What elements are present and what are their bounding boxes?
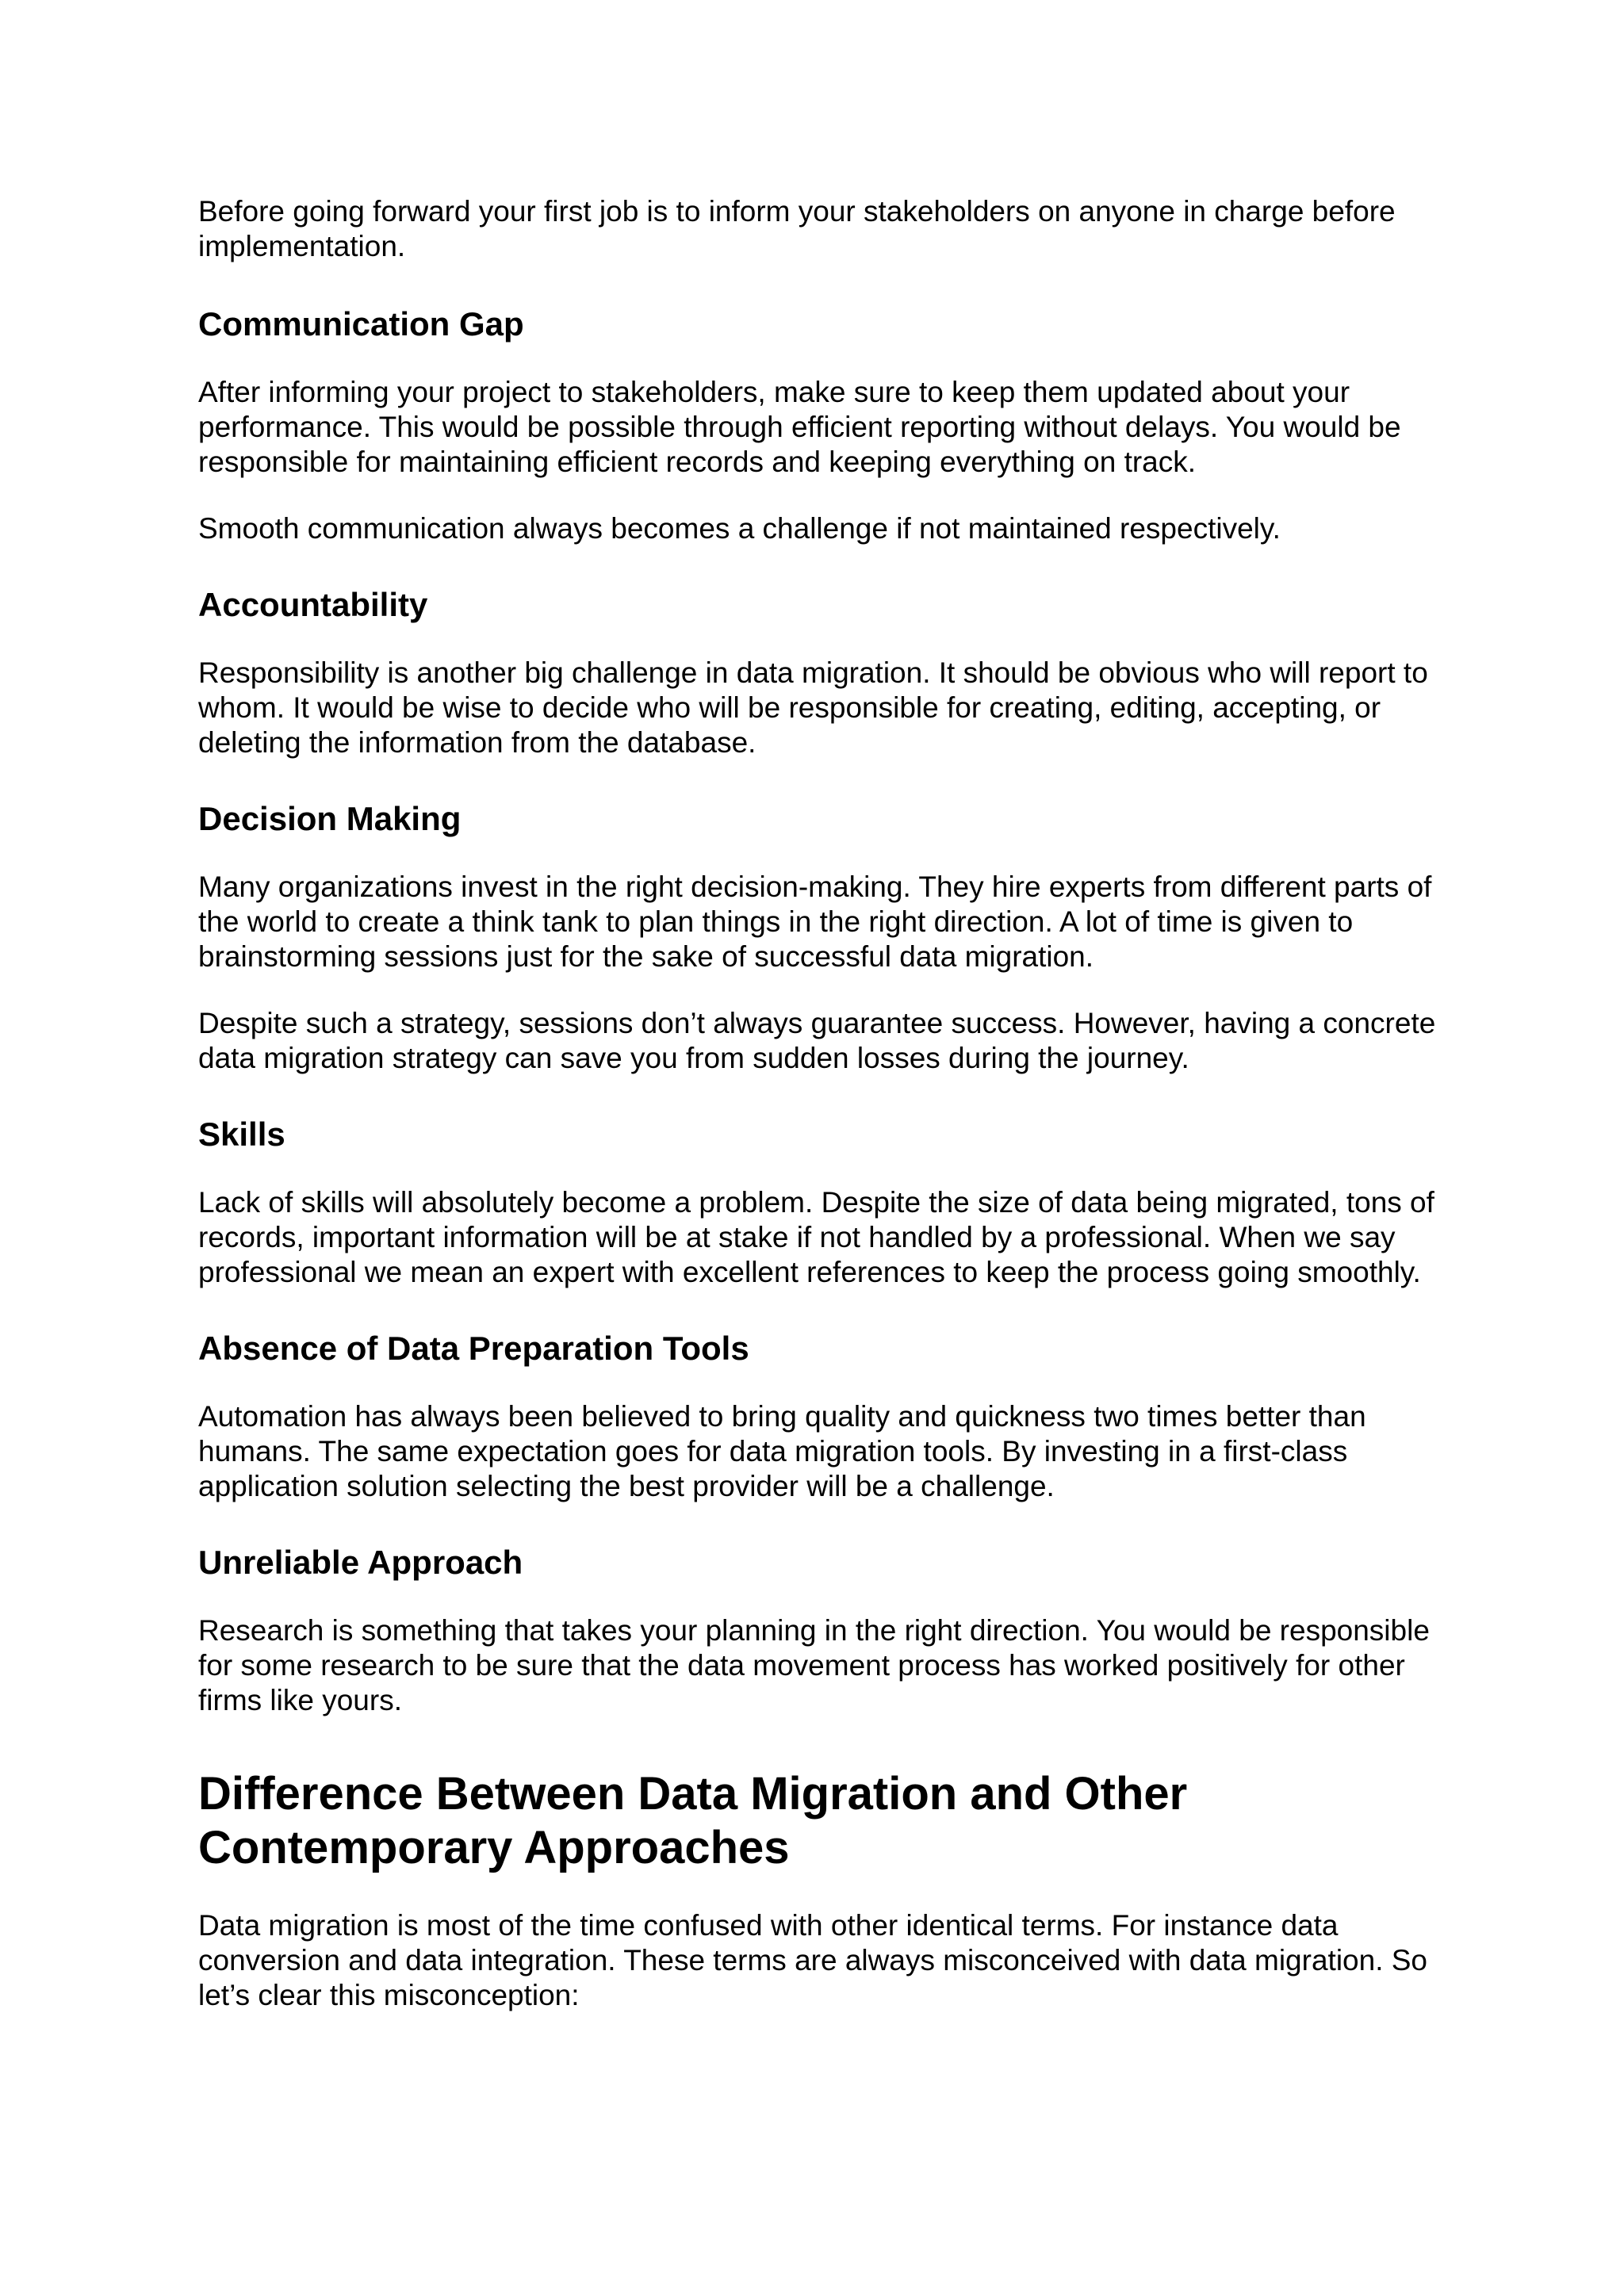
heading-accountability: Accountability xyxy=(198,586,428,623)
decision-making-paragraph-1: Many organizations invest in the right decision-making. They hire experts from different parts of the world to create a think tank to plan things in the right direction. A lot of time is given to brainstorming sessions just for the sake of successful data migration. xyxy=(198,871,1432,973)
decision-making-paragraph-2: Despite such a strategy, sessions don’t always guarantee success. However, having a concrete data migration strategy can save you from sudden losses during the journey. xyxy=(198,1007,1436,1074)
communication-gap-paragraph-1: After informing your project to stakeholders, make sure to keep them updated about your performance. This would be possible through efficient reporting without delays. You would be responsible for maintaining efficient records and keeping everything on track. xyxy=(198,376,1401,478)
intro-paragraph: Before going forward your first job is to inform your stakeholders on anyone in charge before implementation. xyxy=(198,195,1396,262)
difference-paragraph: Data migration is most of the time confused with other identical terms. For instance data conversion and data integration. These terms are always misconceived with data migration. So let’s clear this misconception: xyxy=(198,1909,1428,2011)
accountability-paragraph: Responsibility is another big challenge in data migration. It should be obvious who will report to whom. It would be wise to decide who will be responsible for creating, editing, accepting, or deleting the information from the database. xyxy=(198,656,1428,759)
heading-data-preparation-tools: Absence of Data Preparation Tools xyxy=(198,1330,749,1367)
skills-paragraph: Lack of skills will absolutely become a problem. Despite the size of data being migrated, tons of records, important information will be at stake if not handled by a professional. When we say professional we mean an expert with excellent references to keep the process going smoothly. xyxy=(198,1186,1434,1288)
heading-communication-gap: Communication Gap xyxy=(198,305,524,342)
heading-decision-making: Decision Making xyxy=(198,800,462,837)
data-preparation-tools-paragraph: Automation has always been believed to bring quality and quickness two times better than humans. The same expectation goes for data migration tools. By investing in a first-class application solution selecting the best provider will be a challenge. xyxy=(198,1400,1366,1502)
unreliable-approach-paragraph: Research is something that takes your planning in the right direction. You would be responsible for some research to be sure that the data movement process has worked positively for other firms like yours. xyxy=(198,1614,1430,1716)
heading-difference: Difference Between Data Migration and Other Contemporary Approaches xyxy=(198,1768,1188,1873)
heading-unreliable-approach: Unreliable Approach xyxy=(198,1544,523,1581)
heading-skills: Skills xyxy=(198,1115,285,1153)
document-page xyxy=(198,194,1451,2045)
communication-gap-paragraph-2: Smooth communication always becomes a challenge if not maintained respectively. xyxy=(198,512,1281,545)
